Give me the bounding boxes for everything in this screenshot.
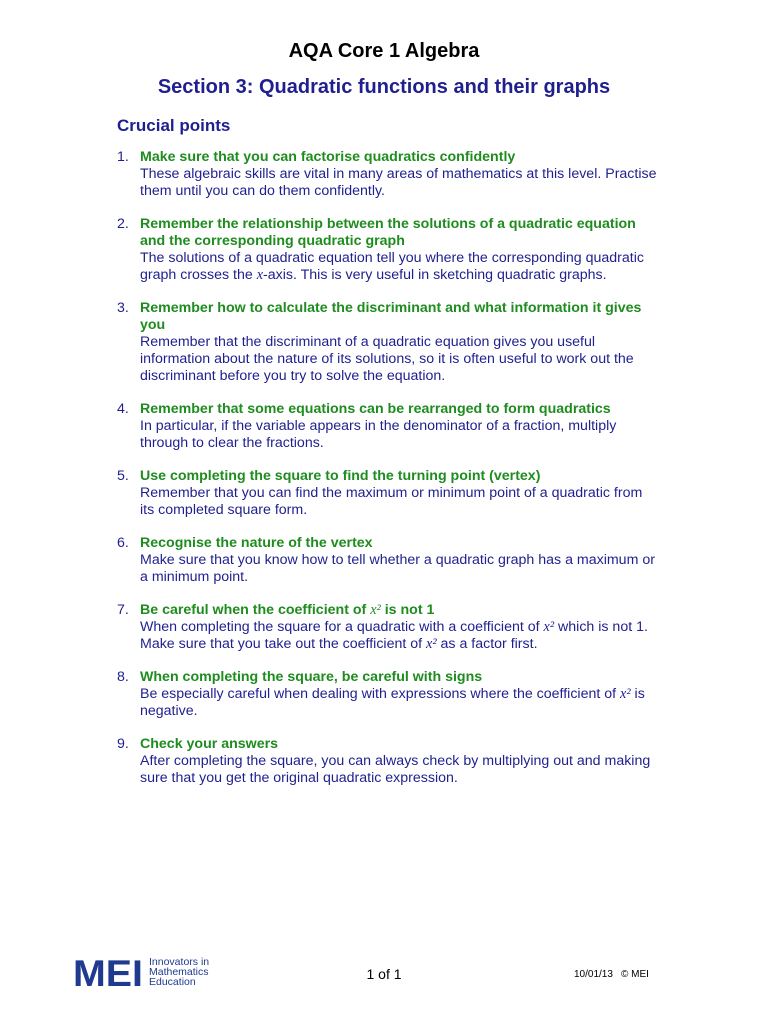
crucial-points-heading: Crucial points <box>117 116 231 135</box>
section-title: Section 3: Quadratic functions and their graphs <box>157 76 611 98</box>
point-title: Use completing the square to find the turning point (vertex) <box>140 468 541 484</box>
point-title-text: Be careful when the coefficient of <box>140 602 371 618</box>
logo-tagline-line: Education <box>149 976 196 988</box>
point-title: Recognise the nature of the vertex <box>140 535 373 551</box>
point-4 <box>117 401 657 452</box>
logo-tagline-line: Innovators in <box>149 956 210 968</box>
point-number: 1. <box>117 149 129 165</box>
point-body <box>140 250 657 284</box>
point-number: 9. <box>117 736 129 752</box>
point-7 <box>117 602 657 653</box>
point-9 <box>117 736 657 787</box>
math-variable: x² <box>543 619 555 635</box>
point-title-text: is not 1 <box>380 602 435 618</box>
math-variable: x² <box>426 636 437 652</box>
point-number: 8. <box>117 669 129 685</box>
point-title: Remember how to calculate the discriminant and what information it gives you <box>140 300 642 333</box>
page-title: AQA Core 1 Algebra <box>288 40 480 62</box>
point-body: Remember that you can find the maximum or minimum point of a quadratic from its completed square form. <box>140 485 643 518</box>
point-title <box>140 602 657 619</box>
point-number: 2. <box>117 216 129 232</box>
math-variable: x <box>256 267 264 283</box>
point-2 <box>117 216 657 284</box>
point-body-text: Be especially careful when dealing with expressions where the coefficient of <box>140 686 621 702</box>
point-body <box>140 619 657 653</box>
point-title: Check your answers <box>140 736 278 752</box>
point-title: Remember the relationship between the solutions of a quadratic equation and the corresponding quadratic graph <box>140 216 636 249</box>
footer-date: 10/01/13 <box>574 969 613 980</box>
point-5 <box>117 468 657 519</box>
point-body: Make sure that you know how to tell whether a quadratic graph has a maximum or a minimum point. <box>140 552 655 585</box>
point-body: Remember that the discriminant of a quadratic equation gives you useful information about the nature of its solutions, so it is often useful to work out the discriminant before you try to solve the equation. <box>140 334 634 384</box>
point-body: In particular, if the variable appears in the denominator of a fraction, multiply through to clear the fractions. <box>140 418 617 451</box>
footer-copyright: © MEI <box>621 969 649 980</box>
point-3 <box>117 300 657 385</box>
point-8 <box>117 669 657 720</box>
point-title: When completing the square, be careful with signs <box>140 669 483 685</box>
point-body: After completing the square, you can always check by multiplying out and making sure that you get the original quadratic expression. <box>140 753 651 786</box>
point-title: Remember that some equations can be rearranged to form quadratics <box>140 401 611 417</box>
point-body-text: -axis. This is very useful in sketching quadratic graphs. <box>263 267 607 283</box>
point-body-text: as a factor first. <box>436 636 538 652</box>
point-6 <box>117 535 657 586</box>
point-body-text: When completing the square for a quadratic with a coefficient of <box>140 619 544 635</box>
point-body-text: is negative. <box>140 686 645 719</box>
point-number: 7. <box>117 602 129 618</box>
logo-tagline-line: Mathematics <box>149 966 209 978</box>
point-body-text: which is not 1. Make sure that you take out the coefficient of <box>140 619 648 652</box>
point-body-text: The solutions of a quadratic equation tell you where the corresponding quadratic graph crosses the <box>140 250 644 283</box>
point-title: Make sure that you can factorise quadratics confidently <box>140 149 516 165</box>
point-number: 6. <box>117 535 129 551</box>
math-variable: x² <box>620 686 631 702</box>
math-variable: x² <box>370 602 381 618</box>
point-body <box>140 686 657 720</box>
page-footer <box>0 950 768 990</box>
logo-mark-text: MEI <box>73 956 143 988</box>
crucial-points-list <box>117 149 657 803</box>
point-number: 3. <box>117 300 129 316</box>
page-number: 1 of 1 <box>366 966 402 982</box>
point-number: 5. <box>117 468 129 484</box>
point-number: 4. <box>117 401 129 417</box>
point-body: These algebraic skills are vital in many areas of mathematics at this level. Practise them until you can do them confidently. <box>140 166 657 199</box>
point-1 <box>117 149 657 200</box>
